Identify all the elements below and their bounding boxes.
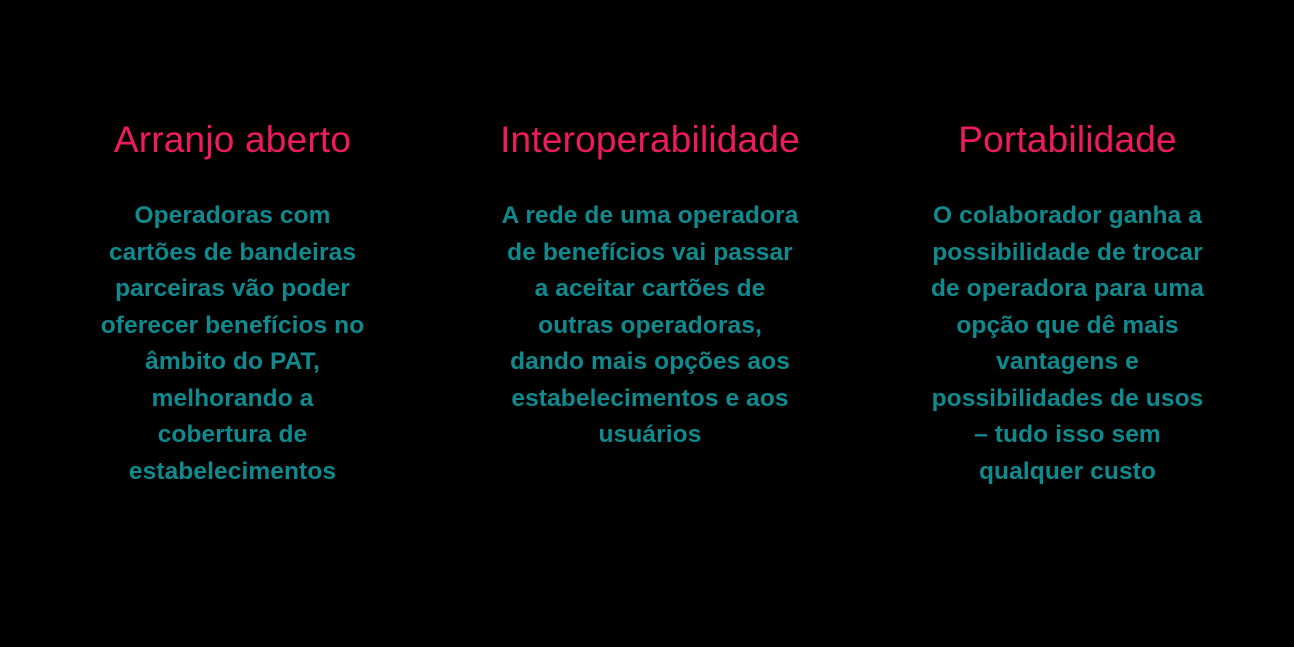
- column-body-interoperabilidade: A rede de uma operadora de benefícios vai passar a aceitar cartões de outras operadoras, dando mais opções aos estabelecimentos e aos usuários: [501, 202, 799, 448]
- column-title-arranjo-aberto: Arranjo aberto: [113, 119, 352, 160]
- column-body-arranjo-aberto: Operadoras com cartões de bandeiras parceiras vão poder oferecer benefícios no âmbito do PAT, melhorando a cobertura de estabelecimentos: [100, 202, 365, 485]
- column-body-portabilidade: O colaborador ganha a possibilidade de trocar de operadora para uma opção que dê mais vantagens e possibilidades de usos – tudo isso sem qualquer custo: [930, 202, 1205, 485]
- column-title-interoperabilidade: Interoperabilidade: [500, 119, 800, 160]
- columns-container: [60, 118, 1240, 490]
- column-interoperabilidade: [478, 118, 823, 454]
- column-arranjo-aberto: [60, 118, 405, 490]
- column-portabilidade: [895, 118, 1240, 490]
- column-title-portabilidade: Portabilidade: [958, 119, 1177, 160]
